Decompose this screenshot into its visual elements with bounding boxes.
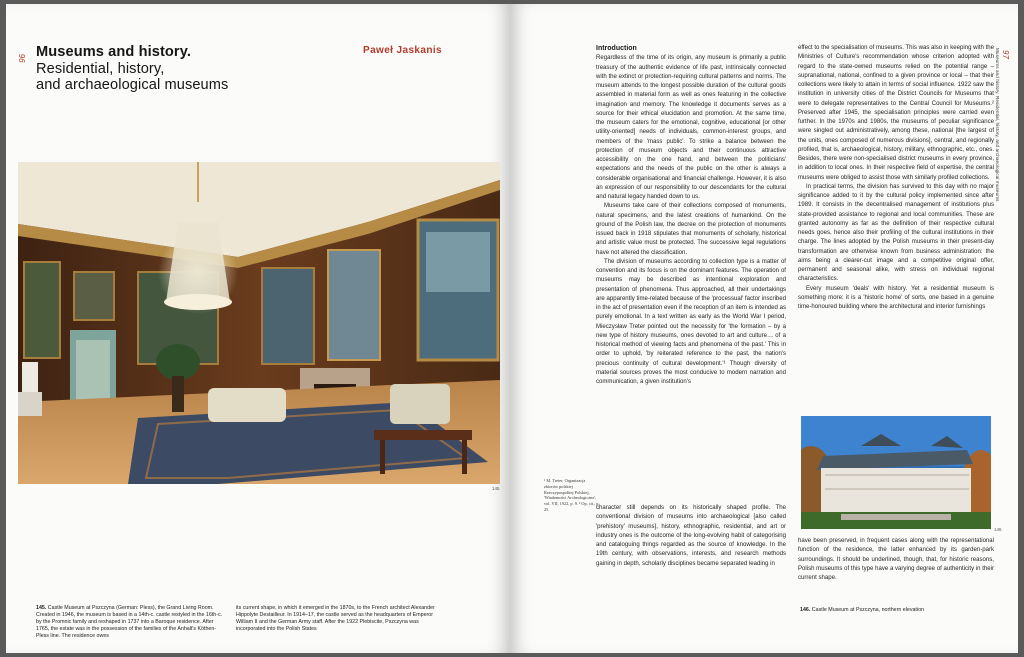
column-2 bbox=[798, 44, 994, 312]
paragraph: Museums take care of their collections composed of monuments, natural specimens, and the latest creations of humankind. On the ground of the Polish law, the decree on the protection of monuments issued back in 1918 stipulates that monuments of scholarly, historical and artistic value must be protected. The successive legal regulations have not altered the classification. bbox=[596, 203, 786, 256]
castle-exterior-photo bbox=[801, 416, 991, 529]
paragraph: The division of museums according to collection type is a matter of convention and its focus is on the dominant features. The operation of museums may be described as intentional exploration and presentation of phenomena. Thus approached, all their undertakings are apparently time-related because of the 'processual' factor inscribed in the act of presentation even if the reception of an item is intended as purely emotional. In a text written as early as the World War I period, Mieczysław Treter pointed out the necessity for 'the formation – by a new type of history museums, ones devoted to art and culture… of a historical method of viewing facts and phenomena of the past.' This in order to uphold, 'by reiterated reference to the past, the nation's precious continuity of cultural development.'¹ Though diversity of material sources proves the most conducive to modern narration and communication, a given institution's bbox=[596, 258, 786, 385]
running-head: Museums and history. Residential, history, and archaeological museums bbox=[995, 48, 1000, 202]
left-page bbox=[6, 4, 510, 653]
caption-number: 145. bbox=[36, 605, 47, 611]
author-name: Paweł Jaskanis bbox=[363, 45, 442, 56]
photo-number-146: 146 bbox=[994, 527, 1002, 532]
caption-text: Castle Museum at Pszczyna (German: Pless), the Grand Living Room. Created in 1946, the museum is based in a 14th-c. castle restyled in the 16th-c. by the Promnic family and reshaped in 1737 into a Baroque residence. After 1765, the estate was in the possession of the families of the Anhalt's Köthen-Pless line. The residence owes bbox=[36, 605, 223, 639]
caption-text: Castle Museum at Pszczyna, northern elevation bbox=[811, 607, 924, 613]
folio-right: 97 bbox=[1001, 50, 1010, 59]
photo-number-145: 145 bbox=[492, 486, 500, 491]
column-2-continued bbox=[798, 537, 994, 583]
right-page bbox=[510, 4, 1018, 653]
caption-145-part1 bbox=[36, 605, 226, 640]
paragraph: have been preserved, in frequent cases along with the representational function of the residence, the latter enhanced by its garden-park surroundings. It should be underlined, though, that, for historic reasons, Polish museums of this type have a varying degree of authenticity in their current shape. bbox=[798, 538, 994, 581]
paragraph: In practical terms, the division has survived to this day with no major significance added to it by the cultural policy implemented since after 1989. It consists in the decentralised management of institutions plus state-provided assistance to regional and local communities. These are granted autonomy as far as the definition of their respective cultural needs goes, hence also their profiling of the cultural institutions in their charge. The lines adopted by the Polish museums in their present-day transformation are otherwise known from business administration: the aims being a clearer-cut image and a competitive original offer, permanent and seasonal alike, with stress on individual regional characteristics. bbox=[798, 183, 994, 283]
title-line-1: Museums and history. bbox=[36, 44, 191, 60]
paragraph: character still depends on its historically shaped profile. The conventional division of museums into archaeological [also called 'prehistory' museums], history, ethnographic, residential, and art or industry ones is the outcome of the long-evolving habit of categorising and cataloguing things regarded as the source of knowledge. In the 19th century, with observations, interests, and research methods gaining in depth, scholarly disciplines became separated leading in bbox=[596, 505, 786, 567]
footnotes: ¹ M. Treter, Organizacja zbiorów polskiej Rzeczypospolitej Polskiej, 'Wiadomości Archeologiczne', vol. VII, 1922, p. 9. ² Op. cit., p. 25. bbox=[544, 478, 600, 512]
title-line-3: and archaeological museums bbox=[36, 77, 229, 93]
caption-146 bbox=[800, 607, 924, 613]
caption-145-part2: its current shape, in which it emerged in the 1870s, to the French architect Alexander Hippolyte Destailleur. In 1914–17, the castle served as the headquarters of Emperor William II and the German Army staff. After the 1922 Plebiscite, Pszczyna was incorporated into the Polish States bbox=[236, 605, 435, 632]
column-1-tail bbox=[596, 504, 786, 569]
paragraph: effect to the specialisation of museums. This was also in keeping with the Ministries of Culture's recommendation whose criterion adopted with regard to the state-owned museums relied on the potential range – supranational, national, confined to a given province or local – that their collections were likely to attain in terms of social influence. 1922 saw the institution in university cities of the District Councils for Museums that were to delegate representatives to the Central Council for Museums.² Preserved after 1945, the specialisation principles were carried even further. In the 1970s and 1980s, the museums of peculiar significance were singled out administratively, among these, national [the largest of the units, ones composed of numerous divisions], central, and regionally profiled, that is, archaeological, history, military, ethnographic, etc., ones. Besides, there were non-specialised district museums in every province, in addition to local ones. In their respective field of expertise, the central museums were obliged to assist those with similarly profiled collections. bbox=[798, 45, 994, 181]
section-heading: Introduction bbox=[596, 45, 637, 52]
paragraph: Every museum 'deals' with history. Yet a residential museum is something more: it is a 'historic home' of sorts, one based in a genuine time-honoured building where the architectural and interior furnishings bbox=[798, 285, 994, 310]
caption-number: 146. bbox=[800, 607, 811, 613]
column-1 bbox=[596, 44, 786, 387]
paragraph: Regardless of the time of its origin, any museum is primarily a public treasury of the authentic evidence of life past, intrinsically connected with the extinct or protection-requiring cultural patterns and norms. The museum attends to the longest possible duration of the cultural goods assembled in material form as well as ones featuring in the collective imagination and memory. The knowledge it documents serves as a source for their ethical elucidation and promotion. At the same time, the museum caters for the emotional, cognitive, educational [or other utility-oriented] needs of individuals, common-interest groups, and members of the 'mass public'. To strike a balance between the protection of museum objects and their continuous attractive accessibility on the one hand, and between the politicians' expectations and the needs of the public on the other is always a considerable organisational and financial challenge. However, it is also an expression of our responsibility to our descendants for the cultural and natural legacy handed down to us. bbox=[596, 55, 786, 200]
chapter-title bbox=[36, 44, 336, 94]
title-line-2: Residential, history, bbox=[36, 60, 165, 77]
book-spread bbox=[6, 4, 1018, 653]
living-room-photo bbox=[18, 162, 500, 484]
folio-left: 96 bbox=[18, 54, 27, 63]
